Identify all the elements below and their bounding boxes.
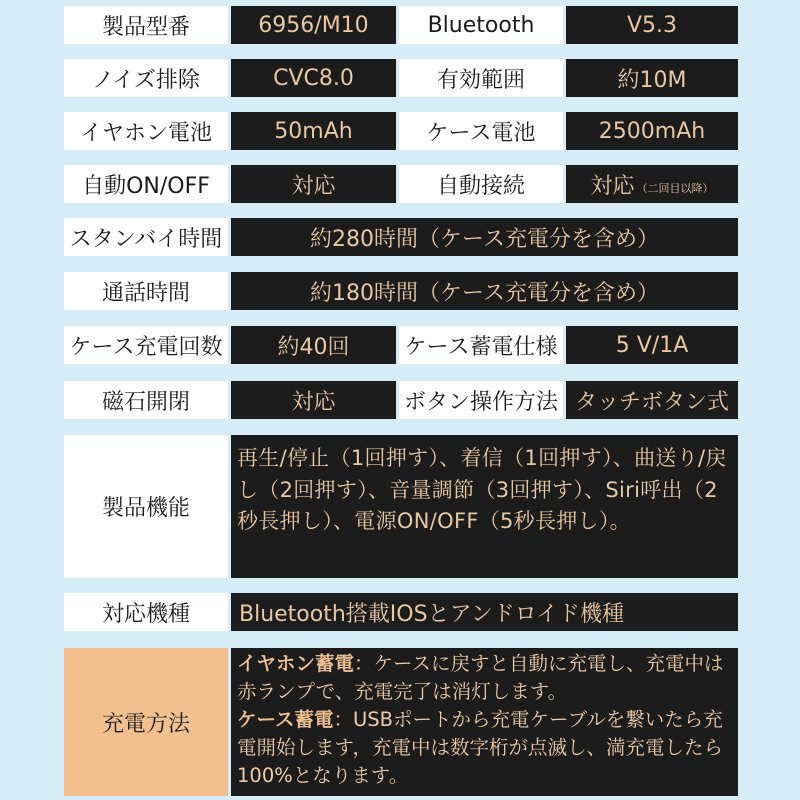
talk-value: 約180時間（ケース充電分を含め） bbox=[231, 272, 738, 310]
talk-label: 通話時間 bbox=[64, 272, 228, 310]
range-label: 有効範囲 bbox=[399, 59, 563, 97]
case-storage-label: ケース蓄電仕様 bbox=[399, 326, 563, 364]
button-label: ボタン操作方法 bbox=[399, 381, 563, 419]
auto-connect-cell bbox=[566, 165, 738, 203]
magnet-value: 対応 bbox=[231, 381, 396, 419]
features-cell bbox=[231, 435, 738, 578]
earphone-battery-value: 50mAh bbox=[231, 112, 396, 150]
compat-value: Bluetooth搭載IOSとアンドロイド機種 bbox=[231, 593, 738, 631]
magnet-label: 磁石開閉 bbox=[64, 381, 228, 419]
earphone-battery-label: イヤホン電池 bbox=[64, 112, 228, 150]
charge-case-text: ：USBポートから充電ケーブルを繋いたら充電開始します，充電中は数字桁が点滅し、満充電したら100%となります。 bbox=[237, 708, 723, 787]
bluetooth-value: V5.3 bbox=[566, 6, 738, 44]
standby-label: スタンバイ時間 bbox=[64, 218, 228, 256]
charge-earphone-text: ：ケースに戻すと自動に充電し、充電中は赤ランプで、充電完了は消灯します。 bbox=[237, 652, 724, 703]
auto-onoff-label: 自動ON/OFF bbox=[64, 165, 228, 203]
standby-value: 約280時間（ケース充電分を含め） bbox=[231, 218, 738, 256]
features-label: 製品機能 bbox=[64, 435, 228, 578]
auto-connect-value: 対応 bbox=[590, 173, 635, 199]
features-value: 再生/停止（1回押す）、着信（1回押す）、曲送り/戻し（2回押す）、音量調節（3回押す）、Siri呼出（2秒長押し）、電源ON/OFF（5秒長押し）。 bbox=[237, 446, 727, 533]
button-value: タッチボタン式 bbox=[566, 381, 738, 419]
noise-label: ノイズ排除 bbox=[64, 59, 228, 97]
auto-onoff-value: 対応 bbox=[231, 165, 396, 203]
model-value: 6956/M10 bbox=[231, 6, 396, 44]
case-battery-label: ケース電池 bbox=[399, 112, 563, 150]
case-storage-value: 5 V/1A bbox=[566, 326, 738, 364]
auto-connect-note: （二回目以降） bbox=[636, 182, 714, 195]
charge-case-title: ケース蓄電 bbox=[237, 708, 334, 731]
case-battery-value: 2500mAh bbox=[566, 112, 738, 150]
charge-earphone-title: イヤホン蓄電 bbox=[237, 652, 355, 675]
model-label: 製品型番 bbox=[64, 6, 228, 44]
auto-connect-label: 自動接続 bbox=[399, 165, 563, 203]
case-charges-label: ケース充電回数 bbox=[64, 326, 228, 364]
range-value: 約10M bbox=[566, 59, 738, 97]
charge-description bbox=[237, 650, 734, 790]
charge-label: 充電方法 bbox=[64, 648, 228, 796]
compat-label: 対応機種 bbox=[64, 593, 228, 631]
noise-value: CVC8.0 bbox=[231, 59, 396, 97]
bluetooth-label: Bluetooth bbox=[399, 6, 563, 44]
charge-cell bbox=[231, 648, 738, 796]
case-charges-value: 約40回 bbox=[231, 326, 396, 364]
